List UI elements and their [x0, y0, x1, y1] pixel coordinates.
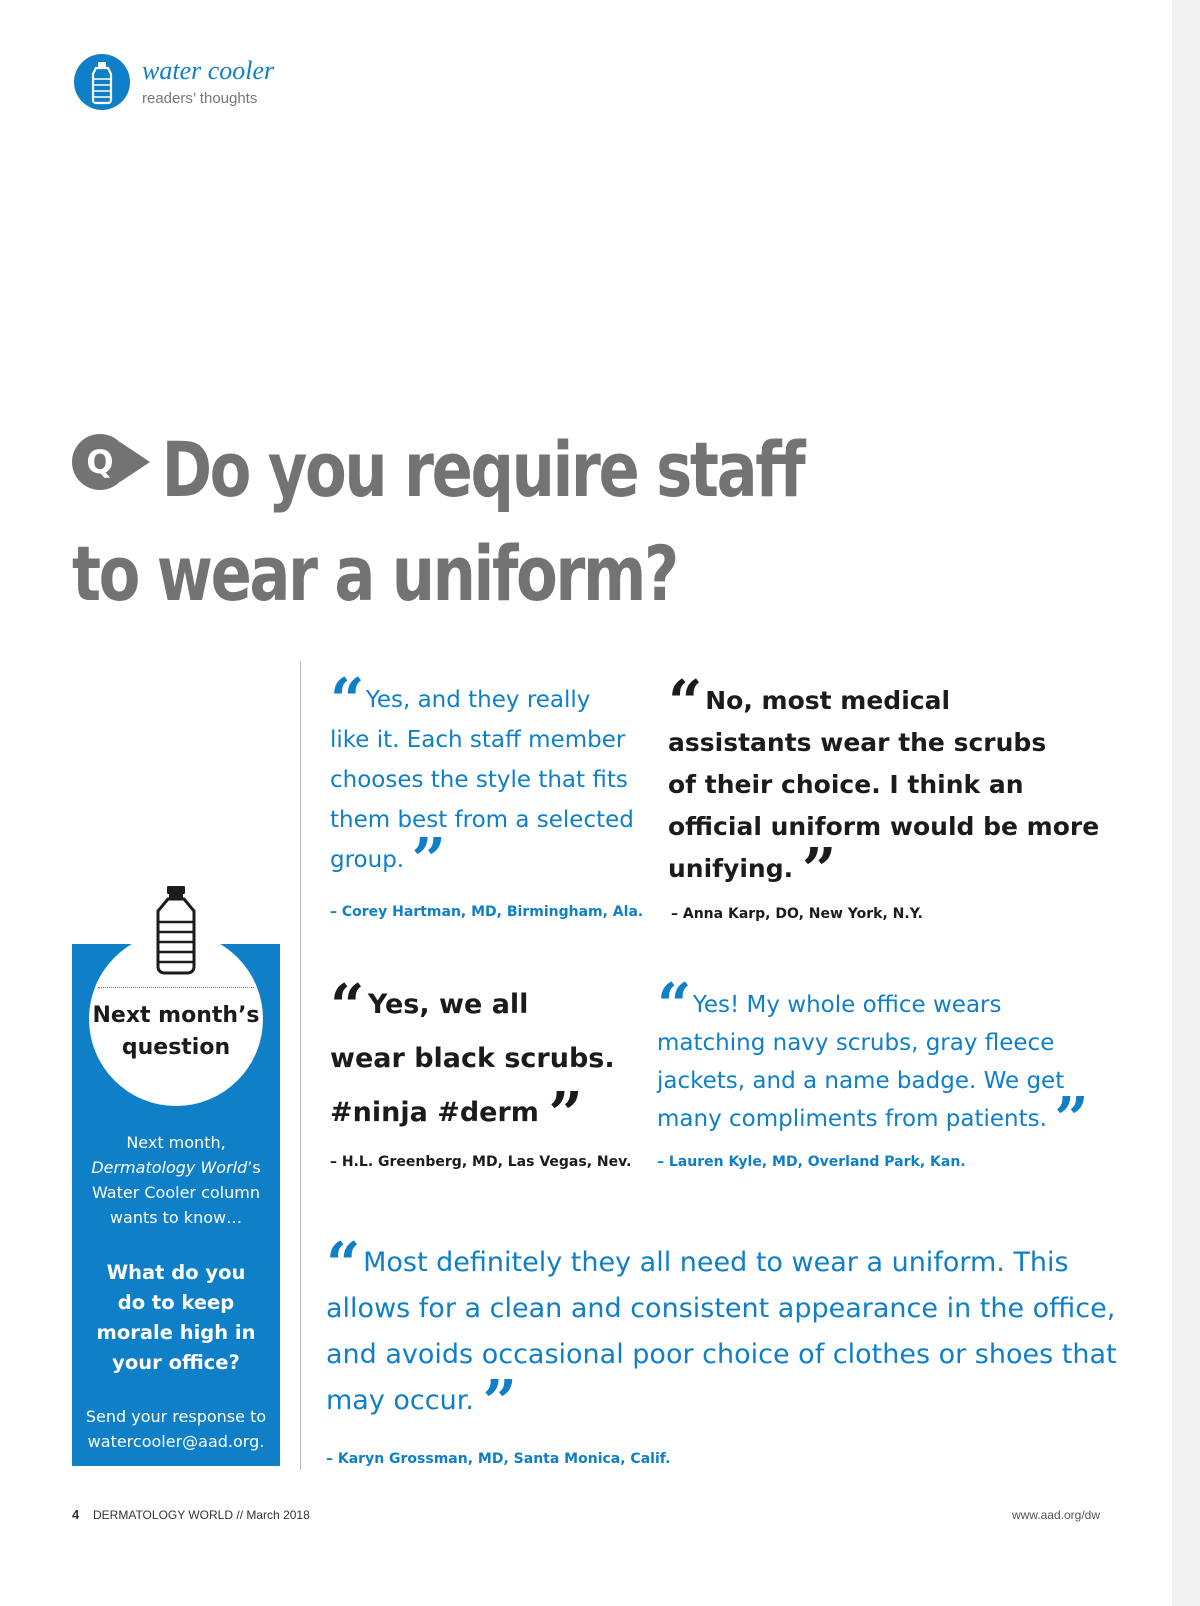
column-divider: [300, 662, 301, 1470]
next-month-question: What do you do to keep morale high in your office?: [96, 1261, 256, 1374]
question-badge-letter: Q: [86, 443, 114, 481]
page-number: 4: [72, 1507, 80, 1522]
open-quote-icon: “: [657, 971, 686, 1041]
next-month-intro: [72, 1130, 280, 1230]
quote-1-text: Yes, and they really like it. Each staff member chooses the style that fits them best from a selected group.: [330, 687, 634, 873]
page-headline: [72, 418, 803, 626]
water-bottle-icon: [74, 54, 130, 110]
quote-2-attribution: – Anna Karp, DO, New York, N.Y.: [671, 906, 923, 922]
quote-3-text: Yes, we all wear black scrubs. #ninja #derm: [330, 989, 615, 1128]
water-bottle-icon: [150, 884, 202, 976]
quote-5-attribution: – Karyn Grossman, MD, Santa Monica, Calif.: [326, 1451, 671, 1467]
quote-4: [657, 971, 1107, 1155]
open-quote-icon: “: [330, 666, 359, 736]
open-quote-icon: “: [326, 1230, 355, 1300]
open-quote-icon: “: [668, 668, 697, 738]
footer-separator: //: [236, 1508, 244, 1522]
close-quote-icon: ”: [548, 1080, 577, 1150]
magazine-name: Dermatology World: [91, 1158, 248, 1177]
footer-url[interactable]: www.aad.org/dw: [1011, 1508, 1100, 1522]
dotted-divider: [98, 987, 254, 988]
section-subtitle: readers’ thoughts: [142, 90, 258, 107]
quote-3: [330, 972, 660, 1150]
magazine-title: DERMATOLOGY WORLD: [93, 1508, 234, 1522]
quote-1: [330, 666, 650, 896]
close-quote-icon: ”: [411, 826, 440, 896]
open-quote-icon: “: [330, 972, 359, 1042]
quote-5-text: Most definitely they all need to wear a uniform. This allows for a clean and consistent appearance in the office, and avoids occasional poor choice of clothes or shoes that may occur.: [326, 1247, 1117, 1416]
intro-text-end: ’s Water Cooler column wants to know…: [92, 1158, 261, 1227]
close-quote-icon: ”: [801, 836, 831, 906]
send-response-text: Send your response to watercooler@aad.org.: [85, 1407, 267, 1451]
quote-3-attribution: – H.L. Greenberg, MD, Las Vegas, Nev.: [330, 1154, 632, 1170]
quote-2-text: No, most medical assistants wear the scrubs of their choice. I think an official uniform would be more unifying.: [668, 686, 1100, 883]
quote-1-attribution: – Corey Hartman, MD, Birmingham, Ala.: [330, 904, 644, 920]
close-quote-icon: ”: [482, 1368, 512, 1438]
headline-line-1: Do you require staff: [161, 425, 804, 514]
quote-4-attribution: – Lauren Kyle, MD, Overland Park, Kan.: [657, 1154, 966, 1170]
section-title: water cooler: [142, 56, 275, 85]
quote-5: [326, 1230, 1126, 1438]
next-month-title: Next month’s question: [92, 1003, 260, 1060]
close-quote-icon: ”: [1054, 1085, 1083, 1155]
intro-text: Next month,: [126, 1133, 226, 1152]
quote-2: [668, 668, 1108, 906]
quote-4-text: Yes! My whole office wears matching navy scrubs, gray fleece jackets, and a name badge. We get many compliments from patients.: [657, 992, 1065, 1132]
page-edge: [1172, 0, 1200, 1606]
footer-magazine: [93, 1508, 310, 1522]
headline-line-2: to wear a uniform?: [72, 529, 677, 618]
issue-date: March 2018: [246, 1508, 310, 1522]
